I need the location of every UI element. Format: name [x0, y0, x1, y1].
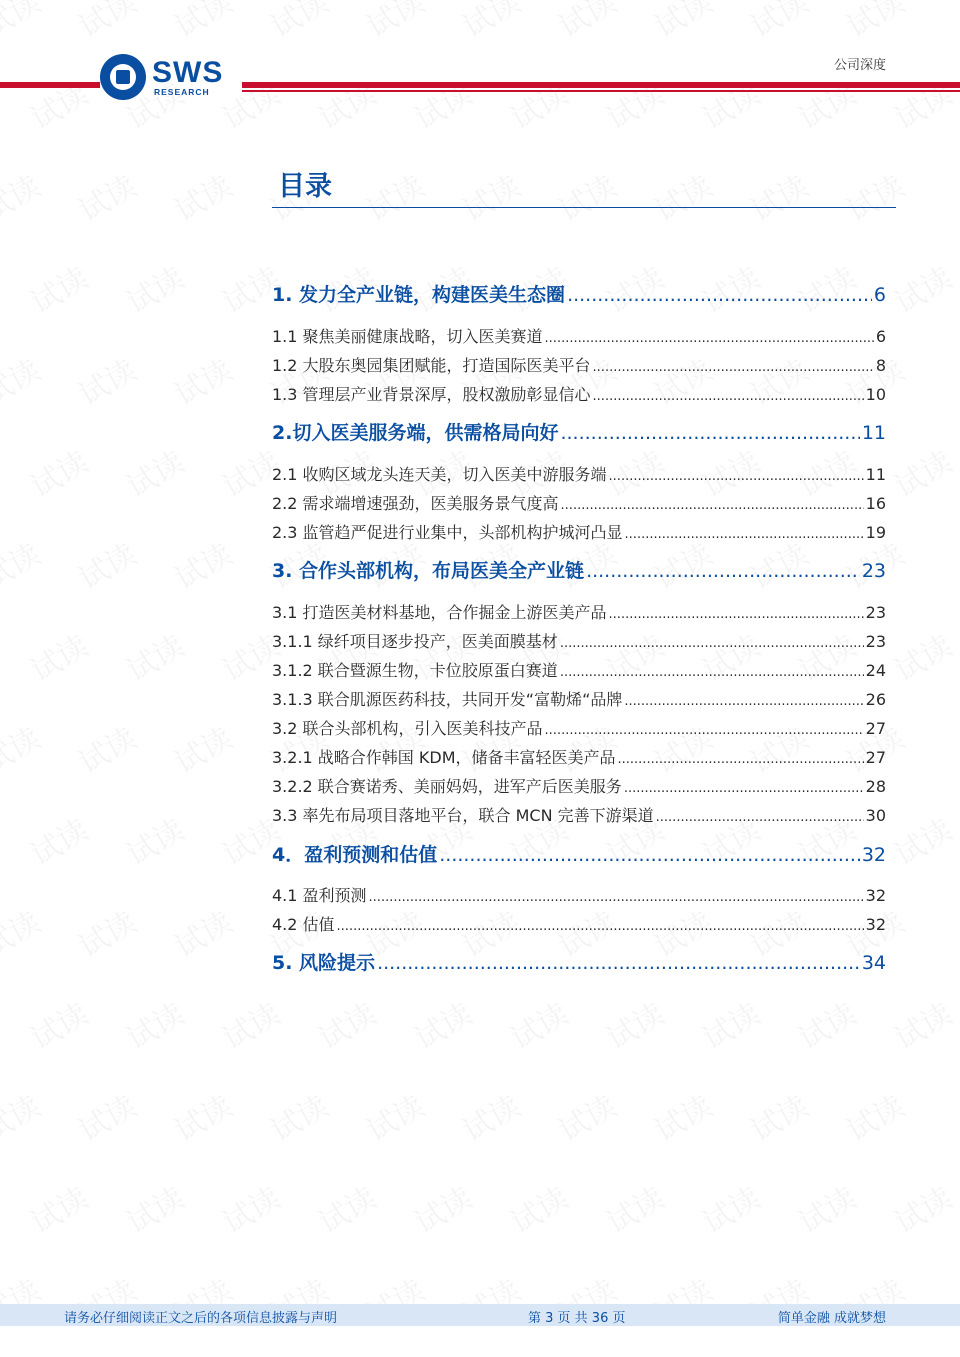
watermark-text	[69, 346, 143, 414]
toc-entry-label: 4.2 估值	[272, 915, 335, 934]
watermark-text	[885, 990, 959, 1058]
watermark-text	[885, 70, 959, 138]
watermark-text	[165, 0, 239, 46]
footer-slogan: 简单金融 成就梦想	[777, 1311, 886, 1326]
watermark-text	[69, 530, 143, 598]
toc-entry-page: 23	[861, 560, 886, 582]
toc-leader-dots	[369, 890, 864, 905]
logo-text: SWS	[152, 56, 224, 89]
watermark-text	[21, 70, 95, 138]
watermark-text	[117, 622, 191, 690]
footer-disclaimer: 请务必仔细阅读正文之后的各项信息披露与声明	[64, 1311, 338, 1326]
watermark-text	[597, 990, 671, 1058]
toc-section-entry[interactable]	[272, 600, 886, 623]
header-rule-right-thin	[242, 90, 960, 92]
toc-section-entry[interactable]	[272, 382, 886, 405]
watermark-text	[453, 162, 527, 230]
watermark-text	[645, 1082, 719, 1150]
toc-entry-page: 23	[865, 603, 886, 622]
watermark-text	[0, 162, 47, 230]
toc-entry-page: 30	[865, 806, 886, 825]
watermark-text	[837, 162, 911, 230]
watermark-text	[309, 70, 383, 138]
toc-entry-label: 3.3 率先布局项目落地平台，联合 MCN 完善下游渠道	[272, 806, 654, 825]
header-rule-left	[0, 82, 100, 88]
toc-section-entry[interactable]	[272, 658, 886, 681]
toc-chapter-entry[interactable]	[272, 418, 886, 445]
watermark-text	[645, 162, 719, 230]
toc-leader-dots	[545, 331, 874, 346]
toc-entry-page: 6	[873, 284, 886, 306]
watermark-text	[741, 0, 815, 46]
watermark-text	[165, 898, 239, 966]
toc-leader-dots	[567, 284, 872, 306]
watermark-text	[213, 1174, 287, 1242]
toc-entry-label: 1.2 大股东奥园集团赋能，打造国际医美平台	[272, 356, 591, 375]
toc-entry-label: 3.2 联合头部机构，引入医美科技产品	[272, 719, 543, 738]
toc-entry-page: 32	[865, 915, 886, 934]
toc-leader-dots	[609, 607, 864, 622]
toc-entry-page: 32	[865, 886, 886, 905]
toc-leader-dots	[377, 952, 860, 974]
toc-entry-label: 2.3 监管趋严促进行业集中，头部机构护城河凸显	[272, 523, 623, 542]
watermark-text	[21, 622, 95, 690]
toc-entry-page: 34	[861, 952, 886, 974]
toc-entry-label: 3.1.1 绿纤项目逐步投产，医美面膜基材	[272, 632, 558, 651]
toc-chapter-entry[interactable]	[272, 840, 886, 867]
toc-entry-page: 11	[865, 465, 886, 484]
watermark-text	[789, 1174, 863, 1242]
toc-leader-dots	[618, 752, 864, 767]
watermark-text	[501, 70, 575, 138]
toc-section-entry[interactable]	[272, 687, 886, 710]
watermark-text	[309, 1174, 383, 1242]
toc-entry-page: 10	[865, 385, 886, 404]
watermark-text	[741, 162, 815, 230]
watermark-text	[597, 70, 671, 138]
watermark-text	[21, 1174, 95, 1242]
toc-leader-dots	[586, 560, 860, 582]
watermark-text	[165, 530, 239, 598]
watermark-text	[837, 0, 911, 46]
toc-chapter-entry[interactable]	[272, 948, 886, 975]
watermark-text	[885, 1174, 959, 1242]
toc-entry-page: 32	[861, 844, 886, 866]
watermark-text	[165, 346, 239, 414]
toc-entry-label: 1.1 聚焦美丽健康战略，切入医美赛道	[272, 327, 543, 346]
toc-entry-label: 4．盈利预测和估值	[272, 844, 438, 866]
toc-entry-label: 1. 发力全产业链，构建医美生态圈	[272, 284, 566, 306]
toc-entry-label: 3.1.3 联合肌源医药科技，共同开发“富勒烯“品牌	[272, 690, 623, 709]
watermark-text	[165, 1082, 239, 1150]
toc-entry-label: 1.3 管理层产业背景深厚，股权激励彰显信心	[272, 385, 591, 404]
watermark-text	[405, 990, 479, 1058]
watermark-text	[165, 714, 239, 782]
toc-entry-page: 27	[865, 748, 886, 767]
watermark-text	[117, 1174, 191, 1242]
toc-section-entry[interactable]	[272, 353, 886, 376]
watermark-text	[789, 990, 863, 1058]
footer-bar	[0, 1304, 960, 1326]
document-type: 公司深度	[833, 58, 886, 73]
watermark-text	[693, 1174, 767, 1242]
toc-entry-page: 16	[865, 494, 886, 513]
watermark-text	[453, 0, 527, 46]
watermark-text	[117, 254, 191, 322]
watermark-text	[69, 714, 143, 782]
toc-leader-dots	[624, 781, 864, 796]
watermark-text	[501, 1174, 575, 1242]
watermark-text	[213, 990, 287, 1058]
toc-leader-dots	[337, 919, 864, 934]
watermark-text	[261, 0, 335, 46]
toc-leader-dots	[656, 810, 864, 825]
footer-page-number: 第 3 页 共 36 页	[528, 1311, 626, 1326]
toc-section-entry[interactable]	[272, 912, 886, 935]
toc-leader-dots	[624, 694, 863, 709]
title-divider	[272, 207, 896, 208]
toc-section-entry[interactable]	[272, 745, 886, 768]
toc-entry-page: 6	[875, 327, 886, 346]
watermark-text	[69, 1082, 143, 1150]
toc-entry-page: 26	[865, 690, 886, 709]
toc-section-entry[interactable]	[272, 883, 886, 906]
watermark-text	[357, 1082, 431, 1150]
toc-section-entry[interactable]	[272, 716, 886, 739]
toc-section-entry[interactable]	[272, 491, 886, 514]
watermark-text	[0, 0, 47, 46]
watermark-text	[261, 1082, 335, 1150]
watermark-text	[357, 0, 431, 46]
header-rule-right	[242, 82, 960, 88]
watermark-text	[549, 0, 623, 46]
watermark-text	[69, 162, 143, 230]
watermark-text	[885, 438, 959, 506]
toc-section-entry[interactable]	[272, 462, 886, 485]
logo-subtext: RESEARCH	[154, 87, 210, 97]
toc-section-entry[interactable]	[272, 324, 886, 347]
toc-leader-dots	[439, 844, 860, 866]
watermark-text	[789, 70, 863, 138]
toc-leader-dots	[593, 360, 874, 375]
toc-leader-dots	[593, 389, 864, 404]
watermark-text	[0, 530, 47, 598]
watermark-text	[741, 1082, 815, 1150]
watermark-text	[0, 346, 47, 414]
watermark-text	[117, 438, 191, 506]
toc-leader-dots	[560, 665, 864, 680]
watermark-text	[405, 70, 479, 138]
toc-entry-label: 3.1.2 联合暨源生物，卡位胶原蛋白赛道	[272, 661, 558, 680]
toc-entry-page: 8	[875, 356, 886, 375]
toc-entry-label: 3. 合作头部机构，布局医美全产业链	[272, 560, 585, 582]
watermark-text	[21, 254, 95, 322]
watermark-text	[309, 990, 383, 1058]
toc-entry-label: 2.2 需求端增速强劲，医美服务景气度高	[272, 494, 559, 513]
sws-logo	[100, 54, 242, 102]
toc-entry-page: 19	[865, 523, 886, 542]
toc-entry-page: 11	[861, 422, 886, 444]
watermark-text	[645, 0, 719, 46]
watermark-text	[405, 1174, 479, 1242]
toc-section-entry[interactable]	[272, 629, 886, 652]
toc-entry-label: 3.2.1 战略合作韩国 KDM，储备丰富轻医美产品	[272, 748, 616, 767]
watermark-text	[549, 1082, 623, 1150]
watermark-text	[549, 162, 623, 230]
watermark-text	[501, 990, 575, 1058]
toc-chapter-entry[interactable]	[272, 280, 886, 307]
toc-entry-page: 23	[865, 632, 886, 651]
toc-section-entry[interactable]	[272, 774, 886, 797]
toc-leader-dots	[609, 469, 864, 484]
toc-entry-label: 2.切入医美服务端，供需格局向好	[272, 422, 559, 444]
watermark-text	[837, 1082, 911, 1150]
toc-entry-label: 4.1 盈利预测	[272, 886, 367, 905]
watermark-text	[357, 162, 431, 230]
toc-entry-page: 27	[865, 719, 886, 738]
watermark-text	[117, 806, 191, 874]
watermark-text	[0, 1082, 47, 1150]
toc-leader-dots	[560, 422, 859, 444]
toc-entry-page: 28	[865, 777, 886, 796]
watermark-text	[21, 438, 95, 506]
watermark-text	[885, 806, 959, 874]
watermark-text	[0, 714, 47, 782]
toc-section-entry[interactable]	[272, 520, 886, 543]
toc-leader-dots	[561, 498, 864, 513]
watermark-text	[21, 990, 95, 1058]
toc-section-entry[interactable]	[272, 803, 886, 826]
toc-entry-page: 24	[865, 661, 886, 680]
toc-entry-label: 5. 风险提示	[272, 952, 376, 974]
toc-leader-dots	[560, 636, 864, 651]
toc-entry-label: 2.1 收购区域龙头连天美，切入医美中游服务端	[272, 465, 607, 484]
watermark-text	[69, 898, 143, 966]
watermark-text	[117, 990, 191, 1058]
watermark-text	[693, 70, 767, 138]
toc-leader-dots	[545, 723, 864, 738]
toc-entry-label: 3.1 打造医美材料基地，合作掘金上游医美产品	[272, 603, 607, 622]
watermark-text	[165, 162, 239, 230]
watermark-text	[453, 1082, 527, 1150]
watermark-text	[69, 0, 143, 46]
page-title: 目录	[278, 171, 332, 202]
watermark-text	[693, 990, 767, 1058]
watermark-text	[885, 254, 959, 322]
watermark-text	[21, 806, 95, 874]
watermark-text	[597, 1174, 671, 1242]
toc-leader-dots	[625, 527, 864, 542]
toc-entry-label: 3.2.2 联合赛诺秀、美丽妈妈，进军产后医美服务	[272, 777, 622, 796]
toc-chapter-entry[interactable]	[272, 556, 886, 583]
sws-logo-icon	[100, 54, 146, 100]
watermark-text	[885, 622, 959, 690]
watermark-text	[0, 898, 47, 966]
